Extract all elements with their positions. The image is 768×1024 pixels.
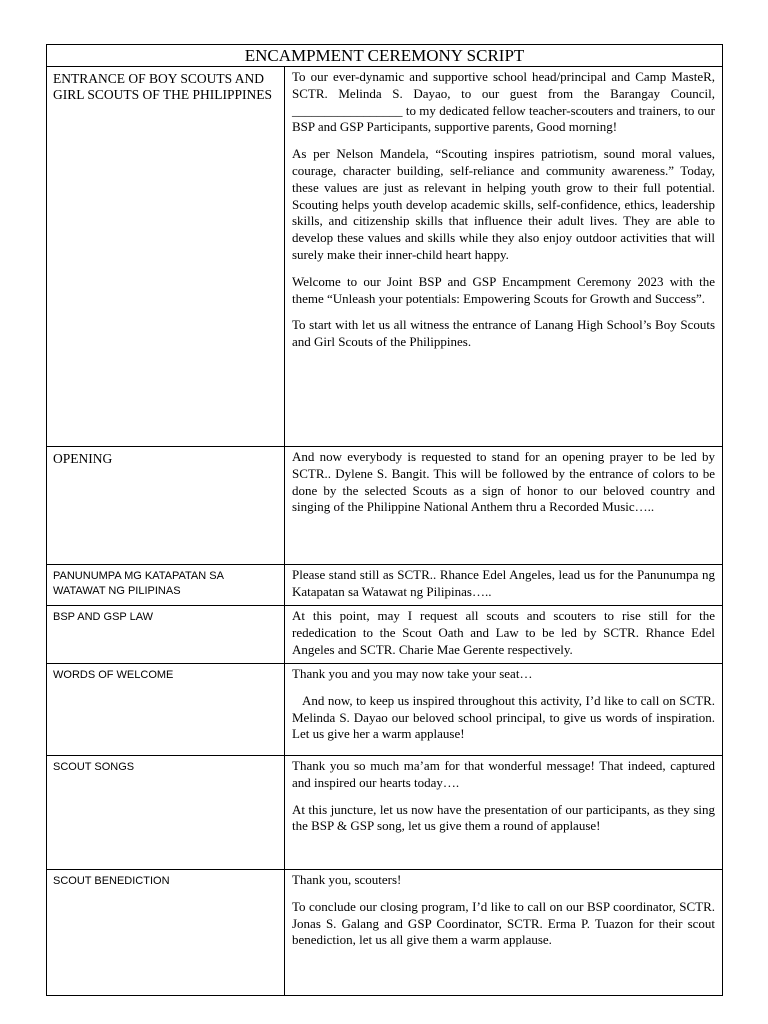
script-paragraph: Thank you, scouters! [292, 872, 402, 887]
script-paragraph: To start with let us all witness the entrance of Lanang High School’s Boy Scouts and Girl Scouts of the Philippines. [292, 317, 716, 350]
script-table [46, 44, 723, 996]
script-paragraph: To conclude our closing program, I’d like to call on our BSP coordinator, SCTR. Jonas S. Galang and GSP Coordinator, SCTR. Erma P. Tuazon for their scout benediction, let us all give them a warm applause. [292, 898, 716, 948]
script-paragraph: Thank you and you may now take your seat… [292, 666, 533, 681]
script-paragraph: At this point, may I request all scouts and scouters to rise still for the rededication to the Scout Oath and Law to be led by SCTR. Rhance Edel Angeles and SCTR. Charie Mae Gerente respectively. [292, 608, 716, 657]
segment-script-cell [285, 870, 723, 996]
table-row [47, 756, 723, 870]
table-row [47, 664, 723, 756]
segment-label-cell [47, 756, 285, 870]
segment-label-cell [47, 870, 285, 996]
script-paragraph: And now everybody is requested to stand for an opening prayer to be led by SCTR.. Dylene S. Bangit. This will be followed by the entrance of colors to be done by the selected Scouts as a sign of honor to our beloved country and singing of the Philippine National Anthem thru a Recorded Music….. [292, 449, 716, 515]
segment-script-cell [285, 756, 723, 870]
segment-label: SCOUT SONGS [53, 761, 135, 773]
segment-script-cell [285, 606, 723, 664]
script-paragraph: And now, to keep us inspired throughout this activity, I’d like to call on SCTR. Melinda S. Dayao our beloved school principal, to give us words of inspiration. Let us give her a warm applause! [292, 692, 716, 742]
segment-label-cell [47, 664, 285, 756]
segment-label: PANUNUMPA MG KATAPATAN SA WATAWAT NG PILIPINAS [53, 570, 224, 597]
script-document [46, 44, 722, 996]
segment-script-cell [285, 565, 723, 606]
segment-label: WORDS OF WELCOME [53, 669, 174, 681]
segment-label: ENTRANCE OF BOY SCOUTS AND GIRL SCOUTS OF THE PHILIPPINES [53, 71, 273, 102]
table-row [47, 67, 723, 447]
segment-label: SCOUT BENEDICTION [53, 875, 170, 887]
segment-label-cell [47, 447, 285, 565]
script-paragraph: As per Nelson Mandela, “Scouting inspires patriotism, sound moral values, courage, character building, self-reliance and community awareness.” Today, these values are just as relevant in helping youth grow to their full potential. Scouting helps youth develop academic skills, self-confidence, ethics, leadership skills, and citizenship skills that influence their adult lives. They are able to develop these values and skills while they also enjoy outdoor activities that will surely make their inner-child heart happy. [292, 146, 716, 262]
segment-label-cell [47, 67, 285, 447]
document-title: ENCAMPMENT CEREMONY SCRIPT [47, 45, 723, 67]
segment-label-cell [47, 606, 285, 664]
script-paragraph: At this juncture, let us now have the presentation of our participants, as they sing the BSP & GSP song, let us give them a round of applause! [292, 801, 716, 834]
table-row [47, 565, 723, 606]
table-row [47, 447, 723, 565]
segment-label: BSP AND GSP LAW [53, 611, 154, 623]
script-paragraph: Thank you so much ma’am for that wonderful message! That indeed, captured and inspired our hearts today…. [292, 758, 716, 790]
segment-label-cell [47, 565, 285, 606]
segment-script-cell [285, 664, 723, 756]
script-paragraph: Please stand still as SCTR.. Rhance Edel Angeles, lead us for the Panunumpa ng Katapatan sa Watawat ng Pilipinas….. [292, 567, 716, 599]
segment-label: OPENING [53, 451, 113, 466]
script-paragraph: Welcome to our Joint BSP and GSP Encampment Ceremony 2023 with the theme “Unleash your potentials: Empowering Scouts for Growth and Success”. [292, 273, 716, 306]
segment-script-cell [285, 67, 723, 447]
table-row [47, 870, 723, 996]
title-row [47, 45, 723, 67]
script-paragraph: To our ever-dynamic and supportive school head/principal and Camp MasteR, SCTR. Melinda S. Dayao, to our guest from the Barangay Council, _________________ to my dedicated fellow teacher-scouters and trainers, to our BSP and GSP Participants, supportive parents, Good morning! [292, 69, 716, 135]
segment-script-cell [285, 447, 723, 565]
table-row [47, 606, 723, 664]
